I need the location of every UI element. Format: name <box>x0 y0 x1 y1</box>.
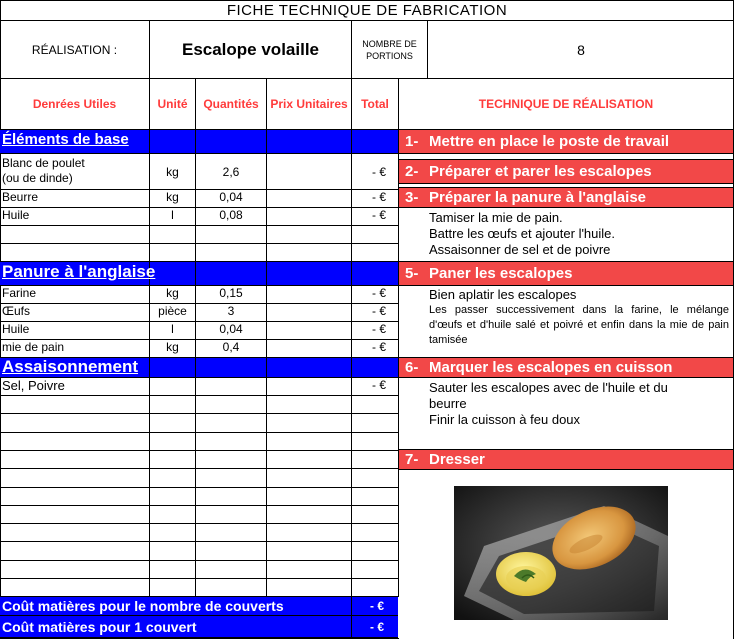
empty-cell <box>0 396 150 414</box>
empty-cell <box>150 469 196 488</box>
empty-cell <box>150 488 196 506</box>
empty-cell <box>352 506 399 524</box>
cost-total-label: Coût matières pour le nombre de couverts <box>0 596 352 615</box>
section-base: Éléments de base <box>0 130 150 154</box>
empty-cell <box>150 561 196 579</box>
step-3: 3- Préparer la panure à l'anglaise <box>399 188 734 208</box>
header-prix: Prix Unitaires <box>267 78 352 130</box>
empty-cell <box>352 524 399 542</box>
empty-cell <box>352 488 399 506</box>
empty-cell <box>267 433 352 451</box>
empty-cell <box>150 433 196 451</box>
empty-cell <box>0 561 150 579</box>
list-item: mie de pain <box>0 340 150 358</box>
empty-cell <box>0 506 150 524</box>
empty-cell <box>196 451 267 469</box>
cost-unit-value: - € <box>369 619 384 634</box>
list-item: Huile <box>0 208 150 226</box>
step-5-details: Bien aplatir les escalopes Les passer successivement dans la farine, le mélange d'œufs et d'huile salé et poivré et enfin dans la mie de pain tamisée <box>399 286 734 358</box>
step-6-details: Sauter les escalopes avec de l'huile et du beurre Finir la cuisson à feu doux <box>399 378 734 450</box>
empty-cell <box>267 579 352 597</box>
empty-cell <box>267 524 352 542</box>
empty-cell <box>267 542 352 561</box>
cost-total-value: - € <box>369 598 384 613</box>
empty-cell <box>0 451 150 469</box>
empty-cell <box>0 433 150 451</box>
step-7: 7- Dresser <box>399 450 734 470</box>
empty-cell <box>196 506 267 524</box>
empty-cell <box>267 469 352 488</box>
list-item: Blanc de poulet (ou de dinde) <box>0 154 150 190</box>
empty-cell <box>352 542 399 561</box>
section-assaisonnement: Assaisonnement <box>0 358 150 378</box>
empty-cell <box>150 451 196 469</box>
empty-cell <box>150 579 196 597</box>
empty-cell <box>196 469 267 488</box>
portions-value: 8 <box>577 41 585 58</box>
empty-cell <box>150 396 196 414</box>
step-2: 2- Préparer et parer les escalopes <box>399 160 734 184</box>
empty-cell <box>0 488 150 506</box>
empty-cell <box>0 524 150 542</box>
empty-cell <box>196 542 267 561</box>
cost-unit-row <box>0 616 398 638</box>
empty-cell <box>0 542 150 561</box>
empty-cell <box>196 579 267 597</box>
empty-cell <box>352 396 399 414</box>
empty-cell <box>196 488 267 506</box>
empty-cell <box>196 396 267 414</box>
dish-photo <box>454 486 668 620</box>
empty-cell <box>196 414 267 433</box>
empty-cell <box>267 451 352 469</box>
list-item: Beurre <box>0 190 150 208</box>
header-unite: Unité <box>150 78 196 130</box>
empty-cell <box>150 542 196 561</box>
empty-cell <box>352 433 399 451</box>
realisation-label: RÉALISATION : <box>0 20 150 79</box>
list-item: Sel, Poivre <box>0 378 150 396</box>
portions-label <box>352 20 428 79</box>
list-item: Huile <box>0 322 150 340</box>
sheet-title: FICHE TECHNIQUE DE FABRICATION <box>0 0 734 21</box>
header-quantites: Quantités <box>196 78 267 130</box>
empty-cell <box>352 414 399 433</box>
step-5: 5- Paner les escalopes <box>399 262 734 286</box>
header-total: Total <box>352 78 399 130</box>
list-item: Farine <box>0 286 150 304</box>
portions-label-line1: NOMBRE DE <box>362 38 417 49</box>
section-panure: Panure à l'anglaise <box>0 262 150 286</box>
empty-cell <box>352 561 399 579</box>
empty-cell <box>0 414 150 433</box>
empty-cell <box>267 396 352 414</box>
step-6: 6- Marquer les escalopes en cuisson <box>399 358 734 378</box>
empty-cell <box>150 506 196 524</box>
empty-cell <box>0 469 150 488</box>
empty-cell <box>352 451 399 469</box>
technical-sheet: FICHE TECHNIQUE DE FABRICATION RÉALISATION : Escalope volaille NOMBRE DE PORTIONS 8 Denrées Utiles Unité Quantités Prix Unitaires Total TECHNIQUE DE RÉALISATION Éléments de base Blanc de poulet (ou de dinde) kg 2,6 - € Beurre kg 0,04 - € Huile l 0,08 - € Panure à l'anglaise Farine kg 0,15 - € Œufs pièce 3 - € Huile l 0,04 - € mie de pain kg 0,4 - € Assaisonnement Sel, Poivre - € Coût matières pour le nombre de couverts - € Coût matières pour 1 couvert - € 1- Mettre en place le poste de travail 2- Préparer et parer les escalopes 3- Préparer la panure à l'anglaise Tamiser la mie de pain. Battre les œufs et ajouter l'huile. Assaisonner de sel et de poivre 5- Paner les escalopes Bien aplatir les escalopes Les passer successivement dans la farine, le mélange d'œufs et d'huile salé et poivré et enfin dans la mie de pain tamisée 6- Marquer les escalopes en cuisson Sauter les escalopes avec de l'huile et du beurre Finir la cuisson à feu doux 7- Dresser <box>0 0 734 639</box>
dish-name: Escalope volaille <box>150 20 352 79</box>
portions-label-line2: PORTIONS <box>366 50 413 61</box>
empty-cell <box>0 579 150 597</box>
empty-cell <box>196 433 267 451</box>
cost-total-row <box>0 596 398 616</box>
step-1: 1- Mettre en place le poste de travail <box>399 130 734 154</box>
empty-cell <box>267 506 352 524</box>
empty-cell <box>267 561 352 579</box>
empty-cell <box>150 524 196 542</box>
cost-unit-label: Coût matières pour 1 couvert <box>0 616 352 637</box>
step-3-details: Tamiser la mie de pain. Battre les œufs et ajouter l'huile. Assaisonner de sel et de poivre <box>399 208 734 262</box>
list-item: Œufs <box>0 304 150 322</box>
empty-cell <box>196 561 267 579</box>
dish-photo-image <box>454 486 668 620</box>
empty-cell <box>267 488 352 506</box>
header-denrees: Denrées Utiles <box>0 78 150 130</box>
empty-cell <box>196 524 267 542</box>
empty-cell <box>352 469 399 488</box>
empty-cell <box>267 414 352 433</box>
empty-cell <box>352 579 399 597</box>
header-technique: TECHNIQUE DE RÉALISATION <box>399 78 734 130</box>
empty-cell <box>150 414 196 433</box>
